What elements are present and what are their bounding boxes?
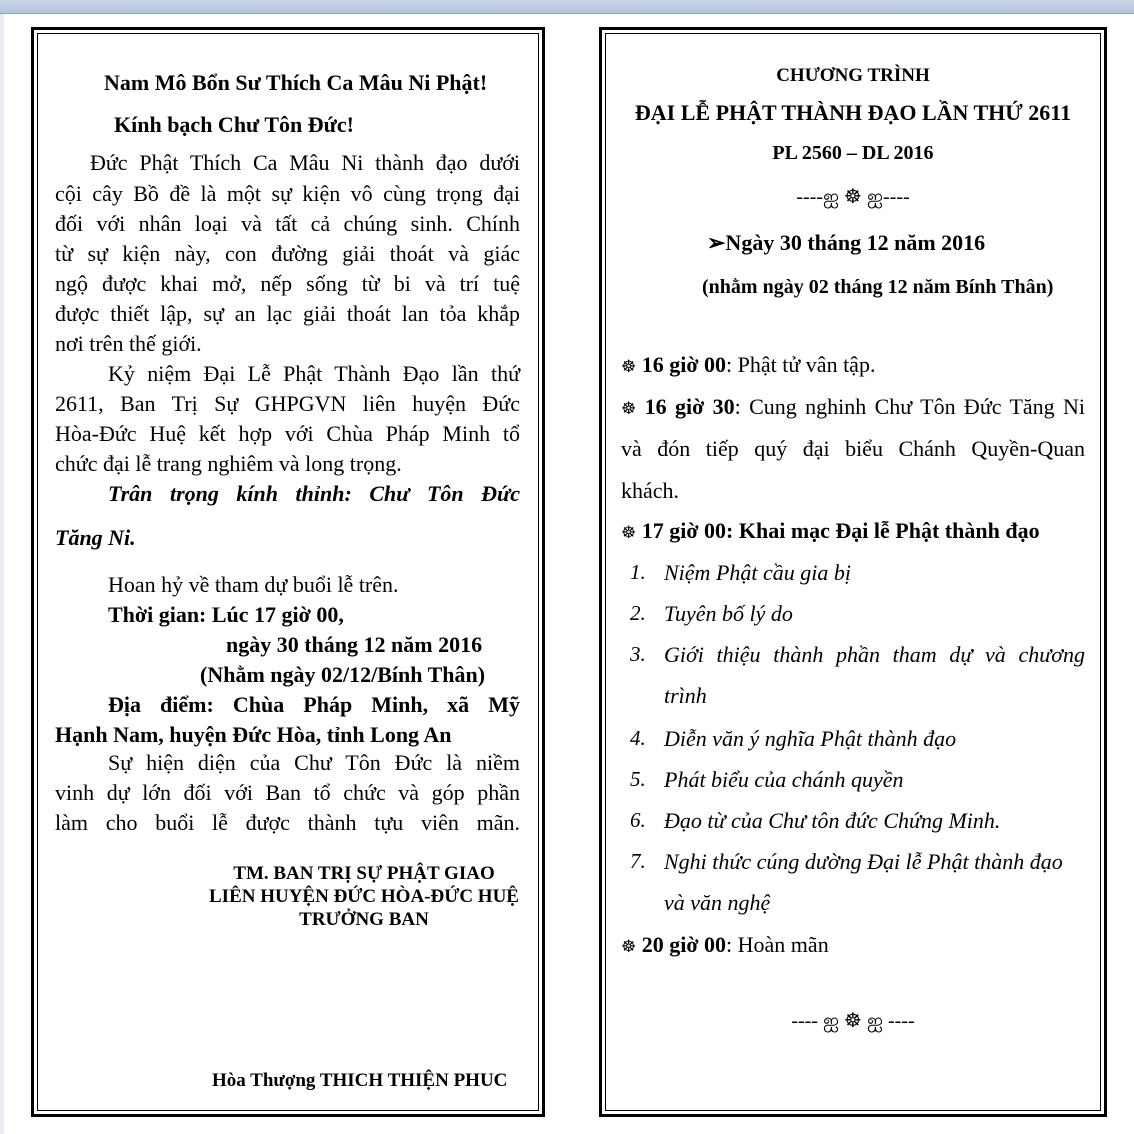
program-item: Phát biểu của chánh quyền — [664, 767, 904, 792]
para2-line: Kỷ niệm Đại Lễ Phật Thành Đạo lần thứ — [108, 361, 520, 386]
para2-line: chức đại lễ trang nghiêm và long trọng. — [55, 451, 402, 476]
invite-line: Trân trọng kính thỉnh: Chư Tôn Đức — [108, 481, 520, 506]
program-item: Niệm Phật cầu gia bị — [664, 560, 851, 585]
lunar-date: (nhằm ngày 02 tháng 12 năm Bính Thân) — [702, 276, 1054, 298]
program-item-number: 1. — [630, 560, 646, 584]
program-item-number: 3. — [630, 642, 646, 666]
window-top-bar — [0, 0, 1134, 14]
para2-line: 2611, Ban Trị Sự GHPGVN liên huyện Đức — [55, 391, 520, 416]
schedule-item — [621, 352, 875, 380]
event-date: ➢Ngày 30 tháng 12 năm 2016 — [707, 230, 986, 255]
program-item: Đạo từ của Chư tôn đức Chứng Minh. — [664, 808, 1001, 833]
program-item-number: 5. — [630, 767, 646, 791]
signer-name: Hòa Thượng THICH THIỆN PHUC — [212, 1070, 508, 1091]
program-item: Diễn văn ý nghĩa Phật thành đạo — [664, 726, 957, 751]
closing-line: Sự hiện diện của Chư Tôn Đức là niềm — [108, 750, 520, 775]
schedule-item — [621, 394, 1085, 422]
program-card — [599, 27, 1107, 1117]
para1-line: Đức Phật Thích Ca Mâu Ni thành đạo dưới — [90, 150, 520, 175]
window-left-edge — [0, 14, 4, 1134]
signature-line: TM. BAN TRỊ SỰ PHẬT GIAO — [233, 863, 495, 884]
invite-line: Tăng Ni. — [55, 525, 136, 550]
para1-line: từ sự kiện này, con đường giải thoát và giác — [55, 241, 520, 266]
para2-line: Hòa-Đức Huệ kết hợp với Chùa Pháp Minh tổ — [55, 421, 520, 446]
schedule-item — [621, 518, 1040, 546]
signature-line: LIÊN HUYỆN ĐỨC HÒA-ĐỨC HUỆ — [209, 886, 519, 907]
wheel-bullet-icon: ☸ — [621, 399, 637, 418]
closing-line: làm cho buổi lễ được thành tựu viên mãn. — [55, 810, 520, 835]
para1-line: được thiết lập, sự an lạc giải thoát lan tỏa khắp — [55, 301, 520, 326]
welcome-text: Hoan hỷ về tham dự buổi lễ trên. — [108, 572, 399, 597]
program-item-cont: và văn nghệ — [664, 890, 771, 915]
wheel-bullet-icon: ☸ — [621, 937, 637, 956]
schedule-text: : Cung nghinh Chư Tôn Đức Tăng Ni — [734, 394, 1086, 419]
salutation: Kính bạch Chư Tôn Đức! — [114, 112, 354, 137]
para1-line: ngộ được khai mở, nếp sống từ bi và trí tuệ — [55, 271, 520, 296]
wheel-bullet-icon: ☸ — [621, 523, 637, 542]
schedule-text-cont: và đón tiếp quý đại biểu Chánh Quyền-Quan — [621, 436, 1085, 461]
para1-line: đối với nhân loại và tất cả chúng sinh. Chính — [55, 211, 520, 236]
program-item: Giới thiệu thành phần tham dự và chương — [664, 642, 1085, 667]
place-line: Địa điểm: Chùa Pháp Minh, xã Mỹ — [108, 692, 520, 717]
program-item-number: 2. — [630, 601, 646, 625]
program-heading: CHƯƠNG TRÌNH — [776, 65, 930, 86]
program-item-number: 6. — [630, 808, 646, 832]
program-item-number: 4. — [630, 726, 646, 750]
program-title: ĐẠI LỄ PHẬT THÀNH ĐẠO LẦN THỨ 2611 — [634, 100, 1072, 125]
program-item: Nghi thức cúng dường Đại lễ Phật thành đạo — [664, 849, 1063, 874]
program-item-cont: trình — [664, 683, 707, 708]
ornament-divider: ----ஐ ☸ ஐ---- — [796, 186, 910, 208]
schedule-text-cont: khách. — [621, 478, 680, 503]
schedule-text: : Khai mạc Đại lễ Phật thành đạo — [726, 518, 1040, 543]
time-line: Thời gian: Lúc 17 giờ 00, — [108, 602, 344, 627]
program-item: Tuyên bố lý do — [664, 601, 793, 626]
schedule-item — [621, 932, 829, 960]
schedule-time: 17 giờ 00 — [641, 518, 727, 543]
para1-line: nơi trên thế giới. — [55, 331, 202, 356]
para1-line: cội cây Bồ đề là một sự kiện vô cùng trọng đại — [55, 181, 520, 206]
time-line: (Nhằm ngày 02/12/Bính Thân) — [200, 662, 486, 687]
schedule-text: : Phật tử vân tập. — [726, 352, 876, 377]
schedule-time: 16 giờ 30 — [644, 394, 735, 419]
program-item-number: 7. — [630, 849, 646, 873]
invitation-card — [31, 27, 545, 1117]
closing-line: vinh dự lớn đối với Ban tổ chức và góp phần — [55, 780, 520, 805]
schedule-text: : Hoàn mãn — [726, 932, 829, 957]
schedule-time: 16 giờ 00 — [641, 352, 727, 377]
signature-line: TRƯỞNG BAN — [299, 909, 429, 930]
time-line: ngày 30 tháng 12 năm 2016 — [226, 632, 483, 657]
wheel-bullet-icon: ☸ — [621, 357, 637, 376]
schedule-time: 20 giờ 00 — [641, 932, 727, 957]
end-ornament: ---- ஐ ☸ ஐ ---- — [791, 1010, 915, 1032]
program-year: PL 2560 – DL 2016 — [772, 142, 934, 164]
place-line: Hạnh Nam, huyện Đức Hòa, tỉnh Long An — [55, 722, 452, 747]
greeting: Nam Mô Bổn Sư Thích Ca Mâu Ni Phật! — [104, 70, 488, 95]
